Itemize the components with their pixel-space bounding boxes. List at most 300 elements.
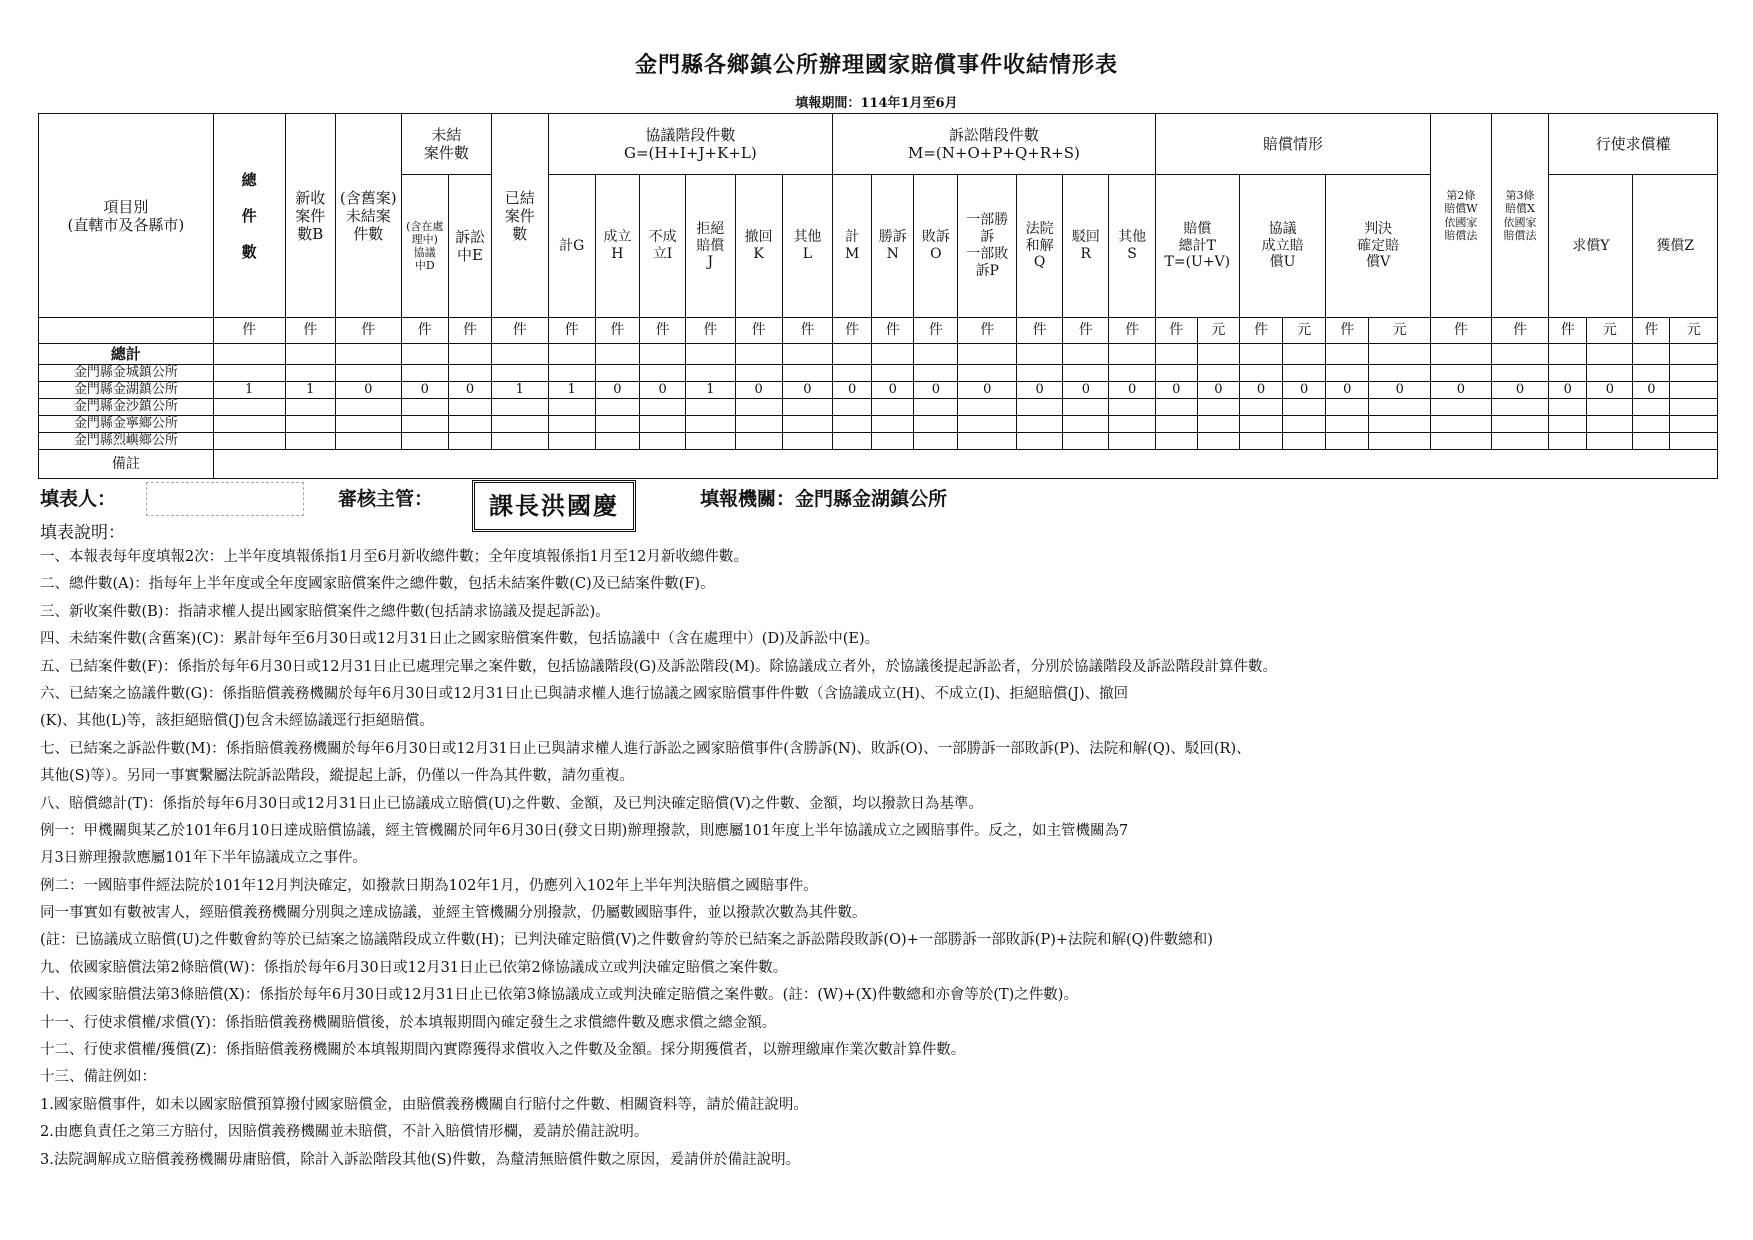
table-cell [1369,433,1431,450]
table-cell [401,433,448,450]
table-cell [686,416,735,433]
table-cell [914,399,958,416]
table-cell: 0 [914,382,958,399]
statistics-table [38,113,1718,479]
table-cell [1017,344,1063,365]
table-cell: 0 [1017,382,1063,399]
table-cell [595,365,639,382]
table-cell [285,416,335,433]
table-cell: 0 [872,382,914,399]
table-cell [285,399,335,416]
table-cell [914,344,958,365]
table-cell [448,433,491,450]
unit-cell: 件 [872,318,914,344]
table-cell [1197,416,1239,433]
row-label: 金門縣金寧鄉公所 [39,416,214,433]
note-item: 2.由應負責任之第三方賠付，因賠償義務機關並未賠償，不計入賠償情形欄，爰請於備註說明。 [40,1124,649,1141]
table-cell [448,344,491,365]
unit-cell: 件 [782,318,832,344]
table-cell [639,365,685,382]
table-cell [1549,365,1587,382]
unit-cell: 件 [595,318,639,344]
table-cell [1491,399,1549,416]
table-cell [1155,433,1197,450]
table-cell [1017,416,1063,433]
table-cell: 0 [401,382,448,399]
table-cell [1063,344,1109,365]
table-cell: 0 [1633,382,1670,399]
table-cell [1587,416,1633,433]
header-recourse-group: 行使求償權 [1549,114,1718,175]
header-neg-refuse: 拒絕 賠償 J [686,175,735,318]
table-cell [1155,399,1197,416]
table-cell [335,365,401,382]
table-cell [213,433,285,450]
table-cell [1369,416,1431,433]
note-item: 六、已結案之協議件數(G)：係指賠償義務機關於每年6月30日或12月31日止已與請求權人進行協議之國家賠償事件件數（含協議成立(H)、不成立(I)、拒絕賠償(J)、撤回 [40,685,1129,702]
header-new-cases: 新收 案件 數B [285,114,335,318]
row-label: 金門縣金沙鎮公所 [39,399,214,416]
note-item: 九、依國家賠償法第2條賠償(W)：係指於每年6月30日或12月31日止已依第2條協議成立或判決確定賠償之案件數。 [40,959,788,976]
unit-cell: 元 [1369,318,1431,344]
table-cell [1109,416,1155,433]
header-item: 項目別 (直轄市及各縣市) [39,114,214,318]
header-art3: 第3條 賠償X 依國家 賠償法 [1491,114,1549,318]
table-cell: 0 [1549,382,1587,399]
note-item: 十、依國家賠償法第3條賠償(X)：係指於每年6月30日或12月31日止已依第3條協議成立或判決確定賠償之案件數。(註：(W)+(X)件數總和亦會等於(T)之件數)。 [40,987,1078,1004]
table-cell [492,416,549,433]
table-cell [1283,416,1326,433]
table-cell: 1 [548,382,595,399]
table-cell [1587,344,1633,365]
table-cell [213,344,285,365]
table-cell [1283,344,1326,365]
table-cell: 0 [1109,382,1155,399]
table-cell [492,399,549,416]
table-cell [1017,365,1063,382]
reviewer-stamp: 課長洪國慶 [472,480,636,532]
remarks-label: 備註 [39,450,214,479]
header-neg-success: 成立 H [595,175,639,318]
table-row [39,416,1718,433]
header-pending-old: (含舊案) 未結案 件數 [335,114,401,318]
table-cell [1326,344,1369,365]
table-cell [1155,344,1197,365]
table-cell [686,365,735,382]
table-cell [1670,433,1718,450]
table-cell [735,344,782,365]
header-recourse-claim: 求償Y [1549,175,1633,318]
table-cell [492,433,549,450]
note-item: 四、未結案件數(含舊案)(C)：累計每年至6月30日或12月31日止之國家賠償案件數，包括協議中（含在處理中）(D)及訴訟中(E)。 [40,631,880,648]
table-cell [285,433,335,450]
table-cell [1670,344,1718,365]
table-cell [1109,365,1155,382]
note-item: 例二：一國賠事件經法院於101年12月判決確定，如撥款日期為102年1月，仍應列入102年上半年判決賠償之國賠事件。 [40,877,818,894]
table-cell [872,416,914,433]
unit-cell: 件 [1017,318,1063,344]
header-recourse-recovered: 獲償Z [1633,175,1718,318]
table-cell: 0 [958,382,1017,399]
unit-cell: 件 [448,318,491,344]
table-cell [1063,416,1109,433]
report-title: 金門縣各鄉鎮公所辦理國家賠償事件收結情形表 [634,52,1118,78]
unit-cell: 件 [213,318,285,344]
table-cell [1491,365,1549,382]
table-row [39,365,1718,382]
table-cell [958,416,1017,433]
table-cell [1239,399,1282,416]
table-cell [401,344,448,365]
table-cell [1063,433,1109,450]
row-label: 金門縣烈嶼鄉公所 [39,433,214,450]
table-cell: 0 [335,382,401,399]
table-cell: 1 [285,382,335,399]
table-cell: 0 [1431,382,1492,399]
table-cell: 0 [1239,382,1282,399]
note-item: 八、賠償總計(T)：係指於每年6月30日或12月31日止已協議成立賠償(U)之件數、金額，及已判決確定賠償(V)之件數、金額，均以撥款日為基準。 [40,795,983,812]
unit-cell: 件 [1431,318,1492,344]
table-cell [1431,344,1492,365]
note-item: (K)、其他(L)等，該拒絕賠償(J)包含未經協議逕行拒絕賠償。 [40,713,434,730]
header-unclosed-group: 未結 案件數 [401,114,491,175]
table-cell [492,365,549,382]
unit-cell: 件 [1109,318,1155,344]
reviewer-label: 審核主管： [338,488,434,510]
header-negotiation-group: 協議階段件數 G=(H+I+J+K+L) [548,114,833,175]
table-cell [735,416,782,433]
table-cell [401,399,448,416]
header-neg-fail: 不成 立I [639,175,685,318]
table-cell [735,399,782,416]
table-cell [1670,416,1718,433]
remarks-row [39,450,1718,479]
note-item: 月3日辦理撥款應屬101年下半年協議成立之事件。 [40,850,367,867]
table-cell: 0 [1197,382,1239,399]
note-item: 同一事實如有數被害人，經賠償義務機關分別與之達成協議，並經主管機關分別撥款，仍屬數國賠事件，並以撥款次數為其件數。 [40,905,867,922]
table-cell [1239,365,1282,382]
table-cell [1549,433,1587,450]
header-negotiating: (含在處 理中) 協議 中D [401,175,448,318]
table-cell [1670,399,1718,416]
table-cell [1633,416,1670,433]
table-cell [1283,365,1326,382]
table-row [39,382,1718,399]
header-neg-withdraw: 撤回 K [735,175,782,318]
note-item: 五、已結案件數(F)：係指於每年6月30日或12月31日止已處理完畢之案件數，包括協議階段(G)及訴訟階段(M)。除協議成立者外，於協議後提起訴訟者，分別於協議階段及訴訟階段計算件數。 [40,658,1278,675]
table-cell [782,433,832,450]
table-cell: 0 [448,382,491,399]
table-cell [872,344,914,365]
table-cell [1491,416,1549,433]
table-cell: 0 [595,382,639,399]
note-item: 七、已結案之訴訟件數(M)：係指賠償義務機關於每年6月30日或12月31日止已與請求權人進行訴訟之國家賠償事件(含勝訴(N)、敗訴(O)、一部勝訴一部敗訴(P)、法院和解(Q)、駁回(R)、 [40,740,1251,757]
agency-label: 填報機關：金門縣金湖鎮公所 [700,488,948,510]
unit-cell: 件 [285,318,335,344]
table-cell [1155,416,1197,433]
table-cell [1431,416,1492,433]
header-compensation-group: 賠償情形 [1155,114,1430,175]
table-cell [1197,365,1239,382]
table-cell [1109,399,1155,416]
notes-heading: 填表說明： [40,523,125,543]
row-label: 總計 [39,344,214,365]
table-cell [1549,344,1587,365]
table-cell [1109,344,1155,365]
note-item: 其他(S)等）。另同一事實繫屬法院訴訟階段，縱提起上訴，仍僅以一件為其件數，請勿重複。 [40,768,634,785]
table-cell: 0 [735,382,782,399]
notes-list [40,544,1720,1174]
table-cell [872,433,914,450]
header-lit-total: 計 M [833,175,872,318]
table-cell: 1 [492,382,549,399]
row-label: 金門縣金城鎮公所 [39,365,214,382]
unit-cell: 件 [639,318,685,344]
note-item: 一、本報表每年度填報2次：上半年度填報係指1月至6月新收總件數；全年度填報係指1月至12月新收總件數。 [40,549,748,565]
filler-stamp [146,482,304,516]
table-cell [1369,365,1431,382]
remarks-cell [213,450,1717,479]
table-cell [1283,433,1326,450]
table-cell [1633,344,1670,365]
table-cell [548,344,595,365]
table-cell [335,399,401,416]
table-cell [686,399,735,416]
note-item: 1.國家賠償事件，如未以國家賠償預算撥付國家賠償金，由賠償義務機關自行賠付之件數、相關資料等，請於備註說明。 [40,1096,808,1113]
table-cell [914,416,958,433]
header-lit-dismiss: 駁回 R [1063,175,1109,318]
table-cell [639,344,685,365]
table-cell [914,433,958,450]
table-cell [448,416,491,433]
table-cell [213,365,285,382]
unit-cell: 件 [914,318,958,344]
table-cell [686,344,735,365]
table-cell [686,433,735,450]
table-cell: 0 [1587,382,1633,399]
table-cell [958,365,1017,382]
table-cell [1017,399,1063,416]
unit-cell: 元 [1283,318,1326,344]
table-row [39,433,1718,450]
table-cell: 0 [1326,382,1369,399]
table-cell [833,433,872,450]
table-cell [1326,433,1369,450]
table-cell [1197,399,1239,416]
table-cell [1369,344,1431,365]
table-cell [833,365,872,382]
note-item: 三、新收案件數(B)：指請求權人提出國家賠償案件之總件數(包括請求協議及提起訴訟)。 [40,603,610,620]
header-litigation-group: 訴訟階段件數 M=(N+O+P+Q+R+S) [833,114,1156,175]
table-cell [833,344,872,365]
table-cell [872,399,914,416]
note-item: 十二、行使求償權/獲償(Z)：係指賠償義務機關於本填報期間內實際獲得求償收入之件數及金額。採分期獲償者，以辦理繳庫作業次數計算件數。 [40,1042,966,1059]
table-cell [1670,382,1718,399]
table-cell [335,433,401,450]
table-cell [1239,433,1282,450]
unit-cell: 元 [1587,318,1633,344]
table-cell [548,365,595,382]
table-cell: 0 [833,382,872,399]
table-cell [1326,416,1369,433]
table-cell [1239,416,1282,433]
table-cell [595,344,639,365]
table-cell [1239,344,1282,365]
header-lit-settle: 法院 和解 Q [1017,175,1063,318]
note-item: 十一、行使求償權/求償(Y)：係指賠償義務機關賠償後，於本填報期間內確定發生之求償總件數及應求償之總金額。 [40,1014,777,1031]
table-cell: 1 [686,382,735,399]
header-neg-total: 計G [548,175,595,318]
table-row [39,399,1718,416]
report-period: 填報期間：114年1月至6月 [795,96,958,111]
table-cell [285,365,335,382]
unit-cell: 件 [548,318,595,344]
row-label: 金門縣金湖鎮公所 [39,382,214,399]
table-cell [782,399,832,416]
table-cell [1197,344,1239,365]
header-lit-win: 勝訴 N [872,175,914,318]
table-cell [1670,365,1718,382]
table-cell: 0 [1283,382,1326,399]
header-lit-partial: 一部勝 訴 一部敗 訴P [958,175,1017,318]
unit-cell: 件 [492,318,549,344]
header-comp-judgment: 判決 確定賠 償V [1326,175,1431,318]
unit-cell: 件 [1155,318,1197,344]
unit-cell: 件 [735,318,782,344]
table-cell: 0 [782,382,832,399]
note-item: 3.法院調解成立賠償義務機關毋庸賠償，除計入訴訟階段其他(S)件數，為釐清無賠償件數之原因，爰請併於備註說明。 [40,1151,801,1168]
table-cell [548,433,595,450]
note-item: 二、總件數(A)：指每年上半年度或全年度國家賠償案件之總件數，包括未結案件數(C)及已結案件數(F)。 [40,576,715,593]
header-total-cases: 總 件 數 [213,114,285,318]
table-cell [595,416,639,433]
table-cell [639,399,685,416]
table-cell [833,399,872,416]
table-cell [492,344,549,365]
table-cell [1063,365,1109,382]
header-comp-agreement: 協議 成立賠 償U [1239,175,1325,318]
table-cell [958,399,1017,416]
table-cell [1633,399,1670,416]
table-cell [1063,399,1109,416]
unit-cell: 件 [1063,318,1109,344]
table-cell [1431,433,1492,450]
header-lit-lose: 敗訴 O [914,175,958,318]
header-row-1 [39,114,1718,175]
table-cell [914,365,958,382]
table-row [39,344,1718,365]
table-cell [1017,433,1063,450]
table-cell: 0 [1491,382,1549,399]
table-cell [401,416,448,433]
table-cell [1369,399,1431,416]
unit-cell: 元 [1197,318,1239,344]
table-cell [1326,365,1369,382]
table-cell [1109,433,1155,450]
header-litigating: 訴訟 中E [448,175,491,318]
table-cell [548,416,595,433]
table-cell [335,344,401,365]
table-cell [782,416,832,433]
table-cell [1431,365,1492,382]
table-cell [1283,399,1326,416]
table-cell [335,416,401,433]
table-cell [213,399,285,416]
table-cell [448,365,491,382]
unit-cell: 元 [1670,318,1718,344]
table-cell [548,399,595,416]
table-cell [285,344,335,365]
units-blank [39,318,214,344]
table-cell [782,365,832,382]
table-cell [213,416,285,433]
table-cell [401,365,448,382]
table-cell [1549,416,1587,433]
unit-cell: 件 [1491,318,1549,344]
unit-cell: 件 [1239,318,1282,344]
table-cell [782,344,832,365]
header-closed: 已結 案件 數 [492,114,549,318]
table-cell [595,433,639,450]
table-cell [1633,433,1670,450]
table-cell [1587,365,1633,382]
header-lit-other: 其他 S [1109,175,1155,318]
units-row [39,318,1718,344]
table-cell [448,399,491,416]
table-cell [639,416,685,433]
table-cell [1326,399,1369,416]
table-cell [958,433,1017,450]
unit-cell: 件 [958,318,1017,344]
table-cell [735,365,782,382]
note-item: 例一：甲機關與某乙於101年6月10日達成賠償協議，經主管機關於同年6月30日(發文日期)辦理撥款，則應屬101年度上半年協議成立之國賠事件。反之，如主管機關為7 [40,822,1129,839]
table-cell [1155,365,1197,382]
header-art2: 第2條 賠償W 依國家 賠償法 [1431,114,1492,318]
table-cell [1549,399,1587,416]
header-neg-other: 其他 L [782,175,832,318]
table-cell [1431,399,1492,416]
table-cell [1633,365,1670,382]
table-cell [958,344,1017,365]
table-cell [1491,433,1549,450]
table-cell: 0 [1155,382,1197,399]
unit-cell: 件 [833,318,872,344]
unit-cell: 件 [335,318,401,344]
unit-cell: 件 [1633,318,1670,344]
table-cell: 0 [1063,382,1109,399]
unit-cell: 件 [401,318,448,344]
table-cell: 0 [639,382,685,399]
table-cell [833,416,872,433]
table-cell [1587,433,1633,450]
unit-cell: 件 [1326,318,1369,344]
table-cell [1587,399,1633,416]
note-item: (註：已協議成立賠償(U)之件數會約等於已結案之協議階段成立件數(H)；已判決確定賠償(V)之件數會約等於已結案之訴訟階段敗訴(O)+一部勝訴一部敗訴(P)+法院和解(Q)件數總和) [40,932,1213,949]
table-cell [1491,344,1549,365]
table-cell [872,365,914,382]
table-cell [1197,433,1239,450]
table-cell [595,399,639,416]
table-cell [639,433,685,450]
filler-label: 填表人： [40,488,117,510]
table-cell: 0 [1369,382,1431,399]
header-comp-total: 賠償 總計T T=(U+V) [1155,175,1239,318]
note-item: 十三、備註例如： [40,1069,156,1086]
unit-cell: 件 [686,318,735,344]
table-cell: 1 [213,382,285,399]
unit-cell: 件 [1549,318,1587,344]
table-cell [735,433,782,450]
